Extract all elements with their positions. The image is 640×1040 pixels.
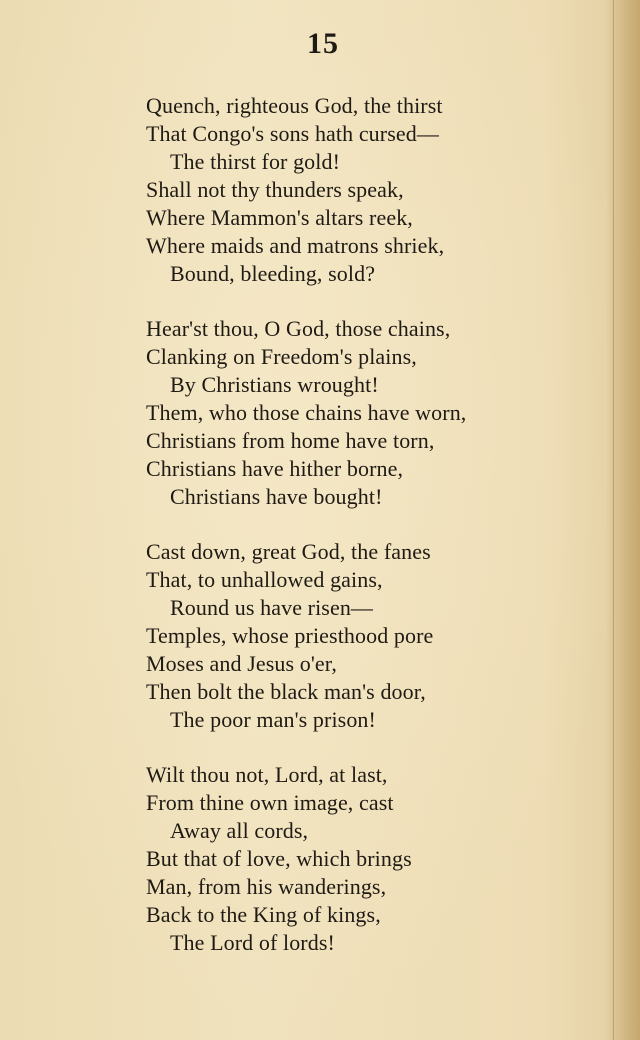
poem-line: The thirst for gold! xyxy=(170,149,341,174)
poem-line: Bound, bleeding, sold? xyxy=(170,261,376,286)
poem-line: Clanking on Freedom's plains, xyxy=(146,344,417,369)
poem-line: The Lord of lords! xyxy=(170,930,335,955)
poem-line: Back to the King of kings, xyxy=(146,902,381,927)
stanza-2 xyxy=(146,315,616,511)
poem-line: Round us have risen— xyxy=(170,595,374,620)
poem-line: But that of love, which brings xyxy=(146,846,412,871)
stanza-4 xyxy=(146,761,616,957)
poem-line: By Christians wrought! xyxy=(170,372,379,397)
poem-line: Wilt thou not, Lord, at last, xyxy=(146,762,388,787)
poem-line: Quench, righteous God, the thirst xyxy=(146,93,443,118)
poem xyxy=(146,92,616,984)
page-number: 15 xyxy=(307,27,339,60)
page-edge xyxy=(613,0,640,1040)
stanza-1 xyxy=(146,92,616,288)
poem-line: Christians from home have torn, xyxy=(146,428,435,453)
poem-line: Man, from his wanderings, xyxy=(146,874,387,899)
poem-line: That Congo's sons hath cursed— xyxy=(146,121,439,146)
poem-line: The poor man's prison! xyxy=(170,707,376,732)
poem-line: Where Mammon's altars reek, xyxy=(146,205,413,230)
stanza-3 xyxy=(146,538,616,734)
poem-line: Cast down, great God, the fanes xyxy=(146,539,431,564)
poem-line: Temples, whose priesthood pore xyxy=(146,623,434,648)
poem-line: Then bolt the black man's door, xyxy=(146,679,426,704)
poem-line: That, to unhallowed gains, xyxy=(146,567,383,592)
poem-line: Them, who those chains have worn, xyxy=(146,400,467,425)
poem-line: Shall not thy thunders speak, xyxy=(146,177,404,202)
poem-line: From thine own image, cast xyxy=(146,790,394,815)
poem-line: Hear'st thou, O God, those chains, xyxy=(146,316,451,341)
poem-line: Where maids and matrons shriek, xyxy=(146,233,445,258)
poem-line: Moses and Jesus o'er, xyxy=(146,651,337,676)
poem-line: Away all cords, xyxy=(170,818,309,843)
poem-line: Christians have bought! xyxy=(170,484,383,509)
poem-line: Christians have hither borne, xyxy=(146,456,404,481)
